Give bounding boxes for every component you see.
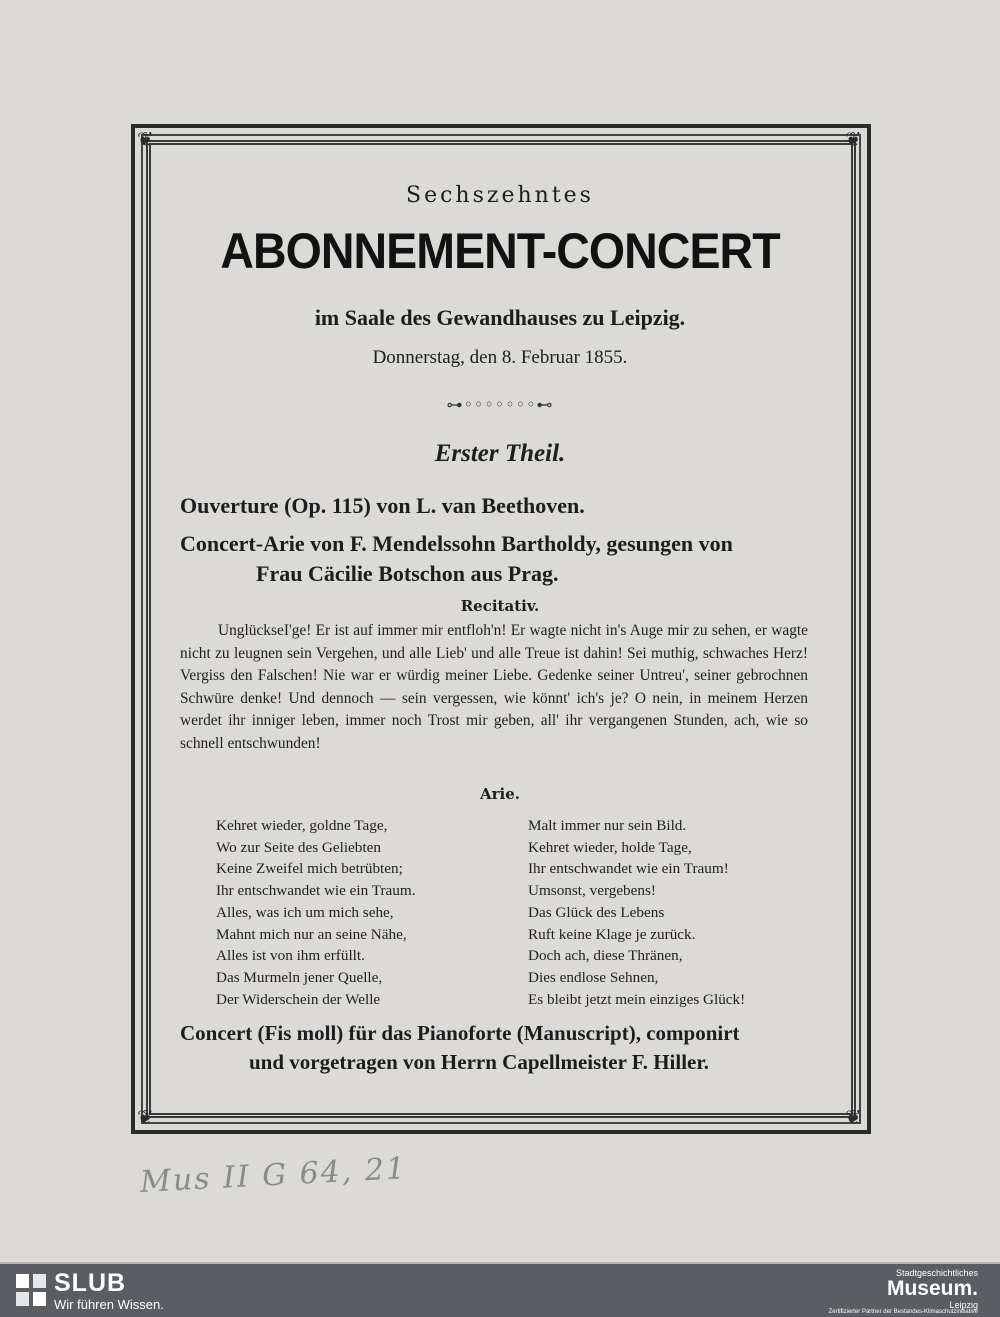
verse-line: Mahnt mich nur an seine Nähe, (216, 925, 407, 943)
verse-line: Ihr entschwandet wie ein Traum. (216, 882, 416, 900)
program-item-overture: Ouverture (Op. 115) von L. van Beethoven. (180, 493, 585, 518)
arie-heading: Arie. (479, 785, 520, 803)
part-heading: Erster Theil. (434, 440, 566, 467)
verse-line: Kehret wieder, holde Tage, (528, 838, 692, 856)
concert-date: Donnerstag, den 8. Februar 1855. (372, 347, 628, 368)
recitativ-heading: Recitativ. (460, 597, 540, 615)
verse-line: Malt immer nur sein Bild. (528, 817, 687, 834)
verse-line: Doch ach, diese Thränen, (528, 947, 683, 965)
verse-line: Umsonst, vergebens! (528, 882, 656, 900)
verse-column-right (528, 815, 828, 1010)
page-title: ABONNEMENT-CONCERT (220, 223, 780, 279)
verse-line: Wo zur Seite des Geliebten (216, 838, 381, 856)
slub-logo-icon[interactable] (14, 1272, 48, 1308)
museum-name[interactable]: Museum. (886, 1277, 978, 1300)
museum-city: Leipzig (949, 1300, 978, 1310)
verse-line: Alles, was ich um mich sehe, (216, 903, 394, 921)
corner-ornament-icon: ❦ (845, 1105, 862, 1129)
venue-line: im Saale des Gewandhauses zu Leipzig. (314, 305, 686, 330)
verse-line: Es bleibt jetzt mein einziges Glück! (528, 990, 746, 1008)
verse-line: Der Widerschein der Welle (216, 990, 381, 1008)
program-item-concert-line2: und vorgetragen von Herrn Capellmeister F. Hiller. (249, 1050, 710, 1074)
concert-ordinal: Sechszehntes (406, 183, 594, 208)
program-item-arie-line1: Concert-Arie von F. Mendelssohn Bartholdy, gesungen von (180, 531, 733, 556)
verse-line: Alles ist von ihm erfüllt. (216, 947, 365, 965)
divider-ornament-icon: ⊶◦◦◦◦◦◦◦⊷ (446, 395, 554, 414)
verse-column-left (216, 815, 516, 1010)
verse-line: Ruft keine Klage je zurück. (528, 925, 696, 943)
museum-pre: Stadtgeschichtliches (895, 1268, 978, 1278)
verse-line: Dies endlose Sehnen, (528, 968, 659, 986)
verse-line: Ihr entschwandet wie ein Traum! (528, 860, 729, 878)
handwritten-shelfmark: Mus II G 64, 21 (139, 1151, 408, 1200)
verse-line: Das Murmeln jener Quelle, (216, 968, 383, 986)
footer-bar (0, 1264, 1000, 1317)
corner-ornament-icon: ❦ (845, 127, 862, 151)
corner-ornament-icon: ❦ (137, 1105, 154, 1129)
program-item-arie-line2: Frau Cäcilie Botschon aus Prag. (256, 561, 559, 586)
verse-line: Das Glück des Lebens (528, 903, 665, 921)
library-name[interactable]: SLUB (54, 1269, 127, 1297)
museum-note: Zertifizierter Partner der Bestandes-Klimaschutzinitiative (828, 1309, 978, 1315)
recitativ-text: UnglückseI'ge! Er ist auf immer mir entfloh'n! Er wagte nicht in's Auge mir zu sehen, er wagte nicht zu leugnen sein Vergehen, und alle Lieb' und alle Treue ist dahin! Sei muthig, schwaches Herz! Vergiss den Falschen! Nie war er würdig meiner Liebe. Gedenke seiner Untreu', seiner gebrochnen Schwüre denke! Und dennoch — sein vergessen, wie könnt' ich's je? O nein, in meinem Herzen werdet ihr inniger leben, immer noch Trost mir geben, all' ihr vergangenen Stunden, ach, wie so schnell entschwunden! (180, 622, 808, 752)
verse-line: Keine Zweifel mich betrübten; (216, 860, 403, 878)
library-tagline: Wir führen Wissen. (54, 1297, 164, 1312)
verse-line: Kehret wieder, goldne Tage, (216, 817, 388, 834)
program-item-concert-line1: Concert (Fis moll) für das Pianoforte (Manuscript), componirt (180, 1021, 740, 1045)
corner-ornament-icon: ❦ (137, 127, 154, 151)
